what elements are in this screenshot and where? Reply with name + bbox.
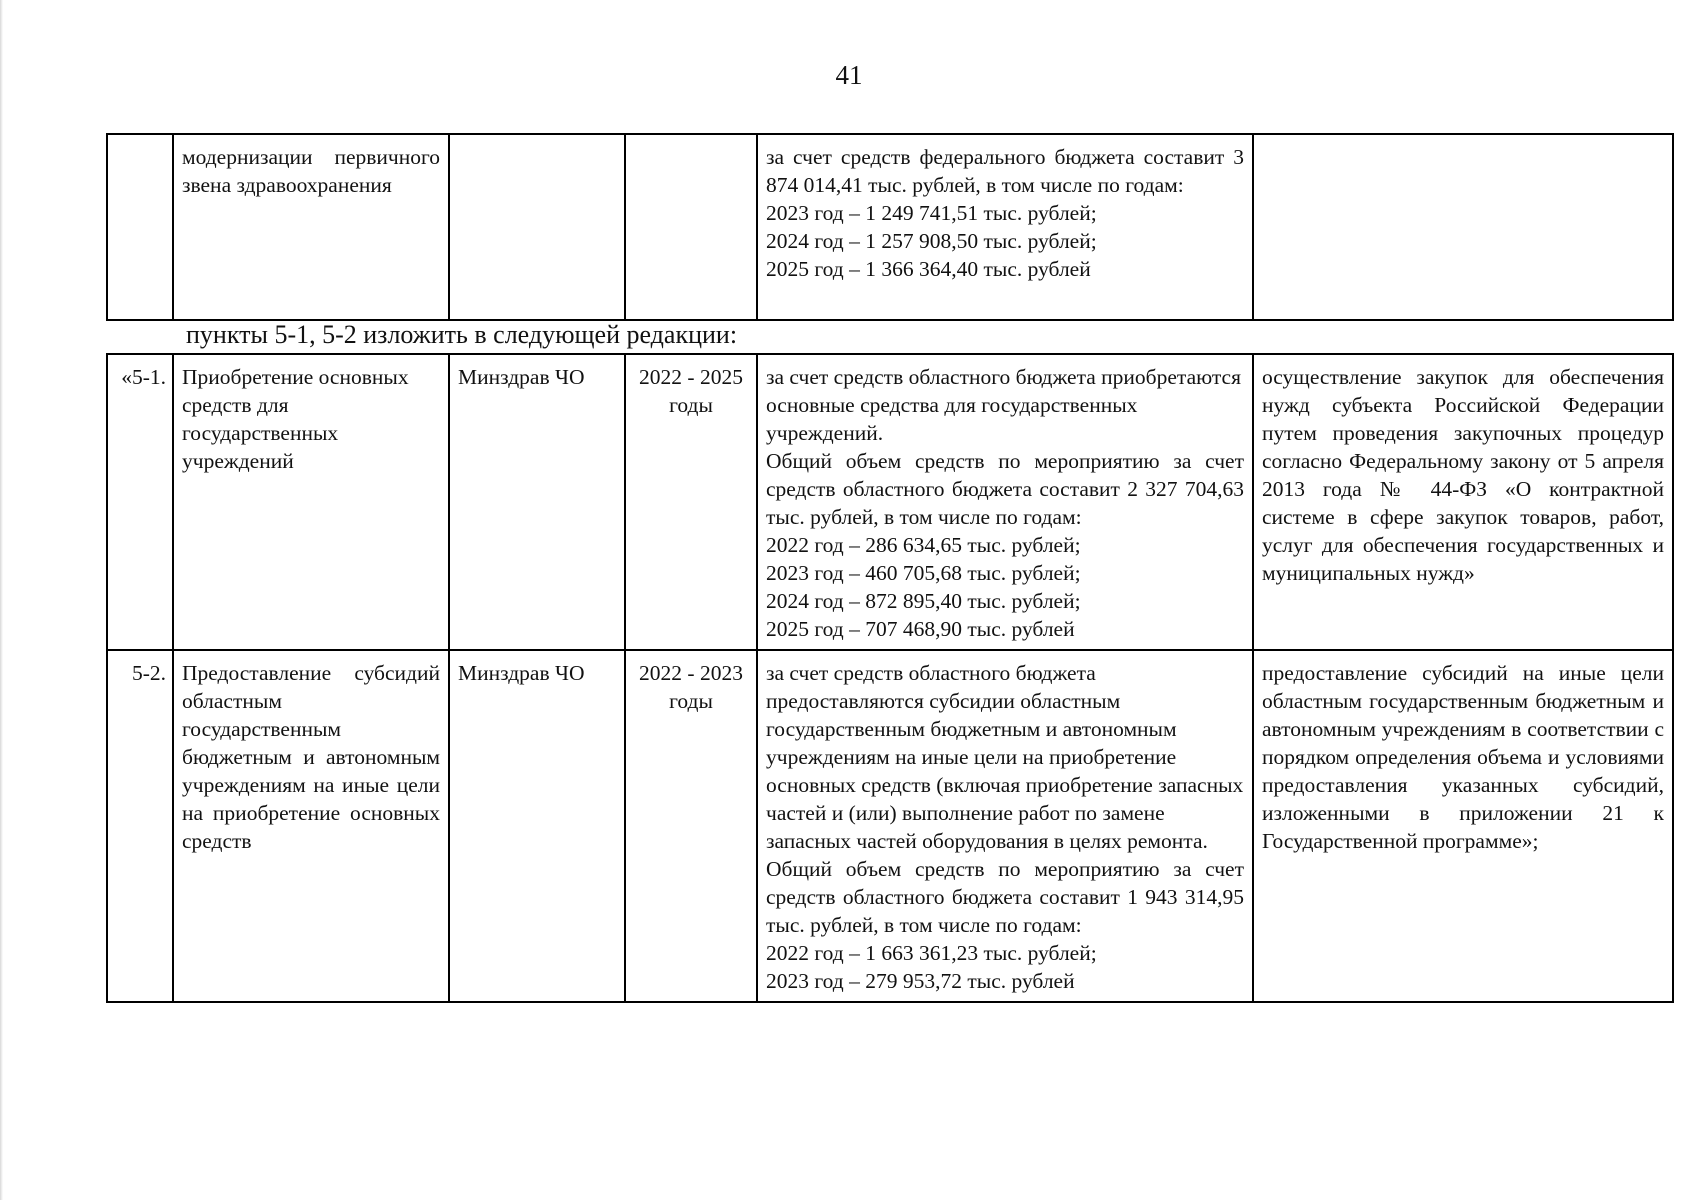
activity-name-cell: Приобретение основных средств для государственных учреждений <box>173 354 449 650</box>
row-number-cell <box>107 134 173 320</box>
activity-name-cell: модернизации первичного звена здравоохранения <box>173 134 449 320</box>
table-row <box>107 134 1673 320</box>
page-edge <box>0 0 3 1200</box>
financing-line: Общий объем средств по мероприятию за счет средств областного бюджета составит 2 327 704,63 тыс. рублей, в том числе по годам: <box>766 449 1244 529</box>
financing-line: за счет средств областного бюджета предоставляются субсидии областным государственным бюджетным и автономным учреждениям на иные цели на приобретение основных средств (включая приобретение запасных частей и (или) выполнение работ по замене запасных частей оборудования в целях ремонта. <box>766 661 1244 853</box>
financing-line: Общий объем средств по мероприятию за счет средств областного бюджета составит 1 943 314,95 тыс. рублей, в том числе по годам: <box>766 857 1244 937</box>
row-number-cell: «5-1. <box>107 354 173 650</box>
page-number: 41 <box>835 60 863 90</box>
financing-line: 2023 год – 279 953,72 тыс. рублей <box>766 969 1075 993</box>
table-row <box>107 354 1673 650</box>
financing-cell <box>757 134 1253 320</box>
financing-line: 2022 год – 1 663 361,23 тыс. рублей; <box>766 941 1097 965</box>
financing-line: 2024 год – 872 895,40 тыс. рублей; <box>766 589 1081 613</box>
financing-line: 2025 год – 707 468,90 тыс. рублей <box>766 617 1075 641</box>
financing-cell <box>757 650 1253 1002</box>
amended-items-table <box>106 353 1674 1003</box>
years-cell: 2022 - 2025 годы <box>625 354 757 650</box>
executor-cell: Минздрав ЧО <box>449 650 625 1002</box>
financing-line: 2025 год – 1 366 364,40 тыс. рублей <box>766 257 1091 281</box>
executor-cell <box>449 134 625 320</box>
financing-line: 2023 год – 1 249 741,51 тыс. рублей; <box>766 201 1097 225</box>
result-cell: предоставление субсидий на иные цели областным государственным бюджетным и автономным учреждениям в соответствии с порядком определения объема и условиями предоставления указанных субсидий, изложенными в приложении 21 к Государственной программе»; <box>1253 650 1673 1002</box>
financing-line: за счет средств федерального бюджета составит 3 874 014,41 тыс. рублей, в том числе по годам: <box>766 145 1244 197</box>
financing-line: 2024 год – 1 257 908,50 тыс. рублей; <box>766 229 1097 253</box>
result-cell: осуществление закупок для обеспечения нужд субъекта Российской Федерации путем проведения закупочных процедур согласно Федеральному закону от 5 апреля 2013 года № 44-ФЗ «О контрактной системе в сфере закупок товаров, работ, услуг для обеспечения государственных и муниципальных нужд» <box>1253 354 1673 650</box>
continuation-table <box>106 133 1674 321</box>
table-row <box>107 650 1673 1002</box>
amendment-instruction: пункты 5-1, 5-2 изложить в следующей редакции: <box>186 320 738 349</box>
row-number-cell: 5-2. <box>107 650 173 1002</box>
financing-line: 2023 год – 460 705,68 тыс. рублей; <box>766 561 1081 585</box>
years-cell: 2022 - 2023 годы <box>625 650 757 1002</box>
years-cell <box>625 134 757 320</box>
financing-cell <box>757 354 1253 650</box>
financing-line: за счет средств областного бюджета приобретаются основные средства для государственных учреждений. <box>766 365 1241 445</box>
executor-cell: Минздрав ЧО <box>449 354 625 650</box>
financing-line: 2022 год – 286 634,65 тыс. рублей; <box>766 533 1081 557</box>
activity-name-cell: Предоставление субсидий областным государственным бюджетным и автономным учреждениям на иные цели на приобретение основных средств <box>173 650 449 1002</box>
result-cell <box>1253 134 1673 320</box>
